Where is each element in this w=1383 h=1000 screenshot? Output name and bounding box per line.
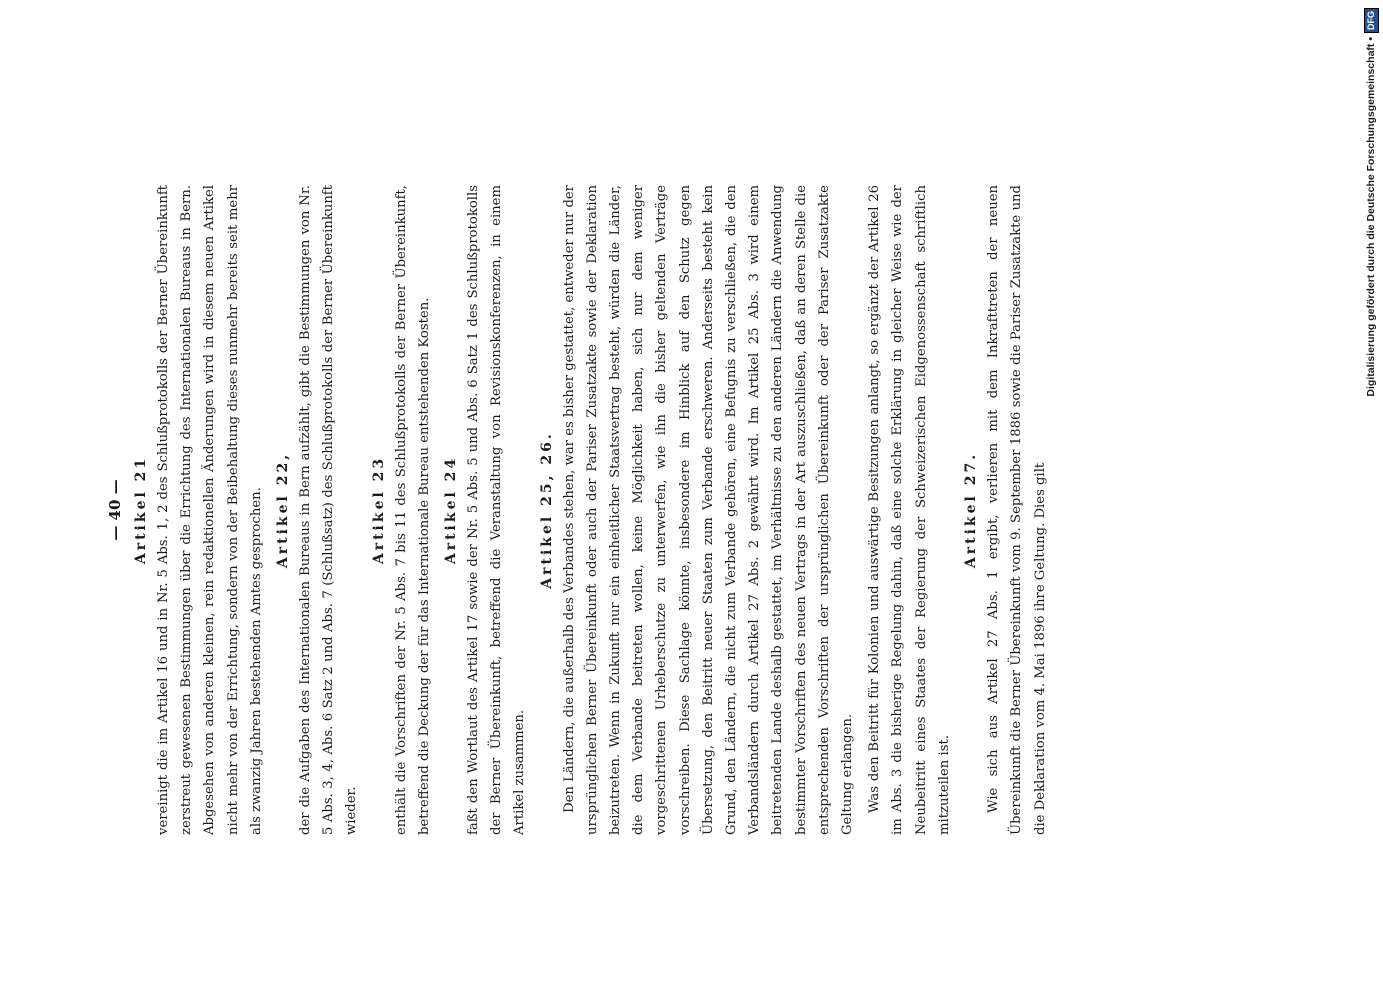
section-heading: Artikel 27.: [963, 451, 980, 569]
section-paragraph: faßt den Wortlaut des Artikel 17 sowie der Nr. 5 Abs. 5 und Abs. 6 Satz 1 des Schlußprotokolls der Berner Übereinkunft, betreffend die Veranstaltung von Revisionskonferenzen, in einem Artikel zusammen.: [466, 185, 528, 835]
dfg-logo: DFG: [1364, 8, 1379, 33]
digitization-credit: [1362, 8, 1380, 397]
document-page: [100, 185, 1056, 835]
section-paragraph: der die Aufgaben des Internationalen Bureaus in Bern aufzählt, gibt die Bestimmungen von Nr. 5 Abs. 3, 4, Abs. 6 Satz 2 und Abs. 7 (Schlußsatz) des Schlußprotokolls der Berner Übereinkunft wieder.: [298, 185, 360, 835]
section-paragraph: Was den Beitritt für Kolonien und auswärtige Besitzungen anlangt, so ergänzt der Artikel 26 im Abs. 3 die bisherige Regelung dahin, daß eine solche Erklärung in gleicher Weise wie der Neubeitritt eines Staates der Regierung der Schweizerischen Eidgenossenschaft schriftlich mitzuteilen ist.: [867, 185, 952, 835]
section-paragraph: enthält die Vorschriften der Nr. 5 Abs. 7 bis 11 des Schlußprotokolls der Berner Übereinkunft, betreffend die Deckung der für das Internationale Bureau entstehenden Kosten.: [393, 185, 432, 835]
section-paragraph: Den Ländern, die außerhalb des Verbandes stehen, war es bisher gestattet, entweder nur der ursprünglichen Berner Übereinkunft oder auch der Pariser Zusatzakte sowie der Deklaration beizutreten. Wenn in Zukunft nur ein einheitlicher Staatsvertrag besteht, würden die Länder, die dem Verbande beitreten wollen, keine Möglichkeit haben, sich nur dem weniger vorgeschrittenen Urheberschutze zu unterwerfen, wie ihn die bisher geltenden Verträge vorschreiben. Diese Sachlage könnte, insbesondere im Hinblick auf den Schutz gegen Übersetzung, den Beitritt neuer Staaten zum Verbande erschweren. Anderseits besteht kein Grund, den Ländern, die nicht zum Verbande gehören, eine Befugnis zu verschließen, die den Verbandsländern durch Artikel 27 Abs. 2 gewährt wird. Im Artikel 25 Abs. 3 wird einem beitretenden Lande deshalb gestattet, im Verhältnisse zu den anderen Ländern die Anwendung bestimmter Vorschriften des neuen Vertrags in der Art auszuschließen, daß an deren Stelle die entsprechenden Vorschriften der ursprünglichen Übereinkunft oder der Pariser Zusatzakte Geltung erlangen.: [561, 185, 856, 835]
section-heading: Artikel 25, 26.: [538, 431, 555, 589]
section-heading: Artikel 24: [443, 455, 460, 565]
section-paragraph: Wie sich aus Artikel 27 Abs. 1 ergibt, verlieren mit dem Inkrafttreten der neuen Übereinkunft die Berner Übereinkunft vom 9. September 1886 sowie die Pariser Zusatzakte und die Deklaration vom 4. Mai 1896 ihre Geltung. Dies gilt: [986, 185, 1048, 835]
section-heading: Artikel 22,: [275, 451, 292, 569]
rotated-page: [100, 185, 1100, 835]
section-heading: Artikel 23: [370, 455, 387, 565]
section-heading: Artikel 21: [133, 455, 149, 565]
page-number: — 40 —: [106, 479, 124, 541]
section-paragraph: vereinigt die im Artikel 16 und in Nr. 5 Abs. 1, 2 des Schlußprotokolls der Berner Übereinkunft zerstreut gewesenen Bestimmungen über die Errichtung des Internationalen Bureaus in Bern. Abgesehen von anderen kleinen, rein redaktionellen Änderungen wird in diesem neuen Artikel nicht mehr von der Errichtung, sondern von der Beibehaltung dieses nunmehr bereits seit mehr als zwanzig Jahren bestehenden Amtes gesprochen.: [156, 185, 264, 835]
credit-text: Digitalisierung gefördert durch die Deutsche Forschungsgemeinschaft •: [1365, 37, 1377, 397]
